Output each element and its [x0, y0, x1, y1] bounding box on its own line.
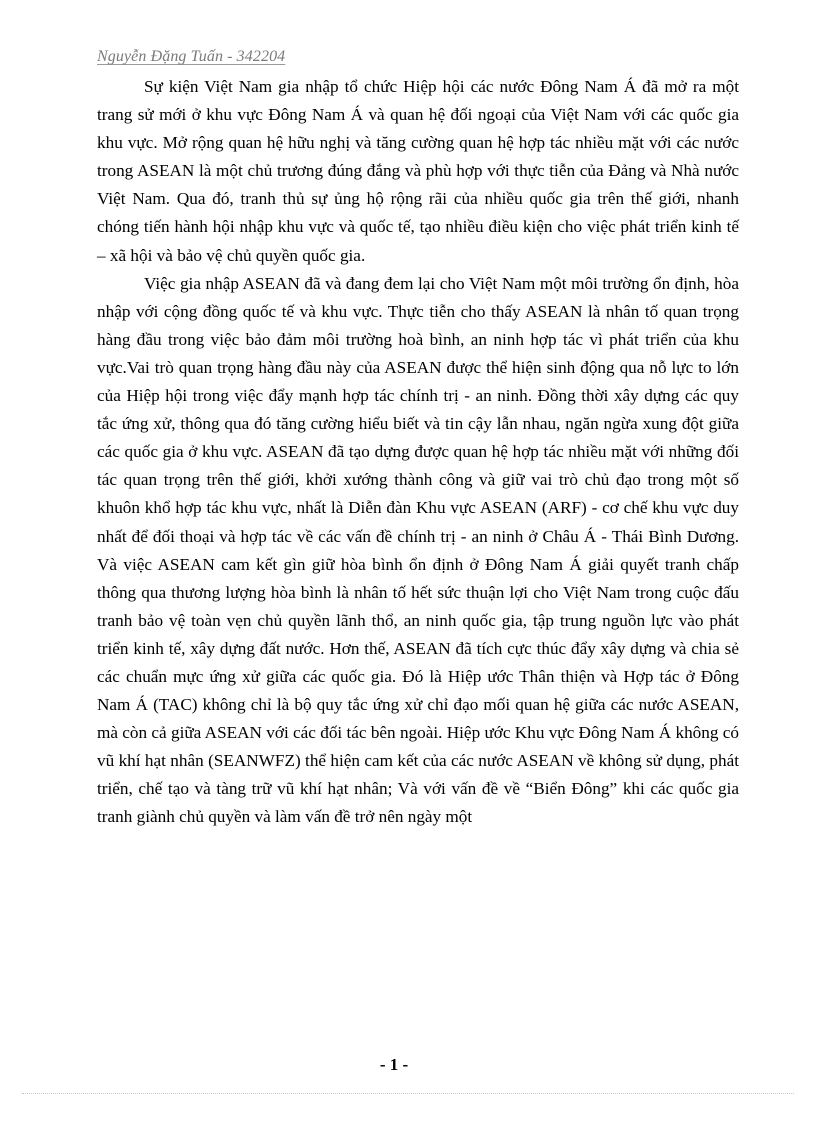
page-bottom-rule	[22, 1093, 794, 1094]
document-body	[97, 73, 739, 832]
page-number: - 1 -	[379, 1055, 409, 1074]
paragraph-1: Sự kiện Việt Nam gia nhập tổ chức Hiệp hội các nước Đông Nam Á đã mở ra một trang sử mới ở khu vực Đông Nam Á và quan hệ đối ngoại của Việt Nam với các quốc gia khu vực. Mở rộng quan hệ hữu nghị và tăng cường quan hệ hợp tác nhiều mặt với các nước trong ASEAN là một chủ trương đúng đắng và phù hợp với thực tiễn của Đảng và Nhà nước Việt Nam. Qua đó, tranh thủ sự ủng hộ rộng rãi của nhiều quốc gia trên thế giới, nhanh chóng tiến hành hội nhập khu vực và quốc tế, tạo nhiều điều kiện cho việc phát triển kinh tế – xã hội và bảo vệ chủ quyền quốc gia.	[97, 77, 739, 265]
document-header-author: Nguyễn Đặng Tuấn - 342204	[97, 48, 286, 65]
paragraph-2: Việc gia nhập ASEAN đã và đang đem lại cho Việt Nam một môi trường ổn định, hòa nhập với cộng đồng quốc tế và khu vực. Thực tiễn cho thấy ASEAN là nhân tố quan trọng hàng đầu trong việc bảo đảm môi trường hoà bình, an ninh hợp tác vì phát triển của khu vực.Vai trò quan trọng hàng đầu này của ASEAN được thể hiện sinh động qua nỗ lực to lớn của Hiệp hội trong việc đẩy mạnh hợp tác chính trị - an ninh. Đồng thời xây dựng các quy tắc ứng xử, thông qua đó tăng cường hiểu biết và tin cậy lẫn nhau, ngăn ngừa xung đột giữa các quốc gia ở khu vực. ASEAN đã tạo dựng được quan hệ hợp tác nhiều mặt với những đối tác quan trọng trên thế giới, khởi xướng thành công và giữ vai trò chủ đạo trong một số khuôn khổ hợp tác khu vực, nhất là Diễn đàn Khu vực ASEAN (ARF) - cơ chế khu vực duy nhất để đối thoại và hợp tác về các vấn đề chính trị - an ninh ở Châu Á - Thái Bình Dương. Và việc ASEAN cam kết gìn giữ hòa bình ổn định ở Đông Nam Á giải quyết tranh chấp thông qua thương lượng hòa bình là nhân tố hết sức thuận lợi cho Việt Nam trong cuộc đấu tranh bảo vệ toàn vẹn chủ quyền lãnh thổ, an ninh quốc gia, tập trung nguồn lực vào phát triển kinh tế, xây dựng đất nước. Hơn thế, ASEAN đã tích cực thúc đẩy xây dựng và chia sẻ các chuẩn mực ứng xử giữa các quốc gia. Đó là Hiệp ước Thân thiện và Hợp tác ở Đông Nam Á (TAC) không chỉ là bộ quy tắc ứng xử chỉ đạo mối quan hệ giữa các nước ASEAN, mà còn cả giữa ASEAN với các đối tác bên ngoài. Hiệp ước Khu vực Đông Nam Á không có vũ khí hạt nhân (SEANWFZ) thể hiện cam kết của các nước ASEAN về không sử dụng, phát triển, chế tạo và tàng trữ vũ khí hạt nhân; Và với vấn đề về “Biển Đông” khi các quốc gia tranh giành chủ quyền và làm vấn đề trở nên ngày một	[97, 273, 739, 827]
